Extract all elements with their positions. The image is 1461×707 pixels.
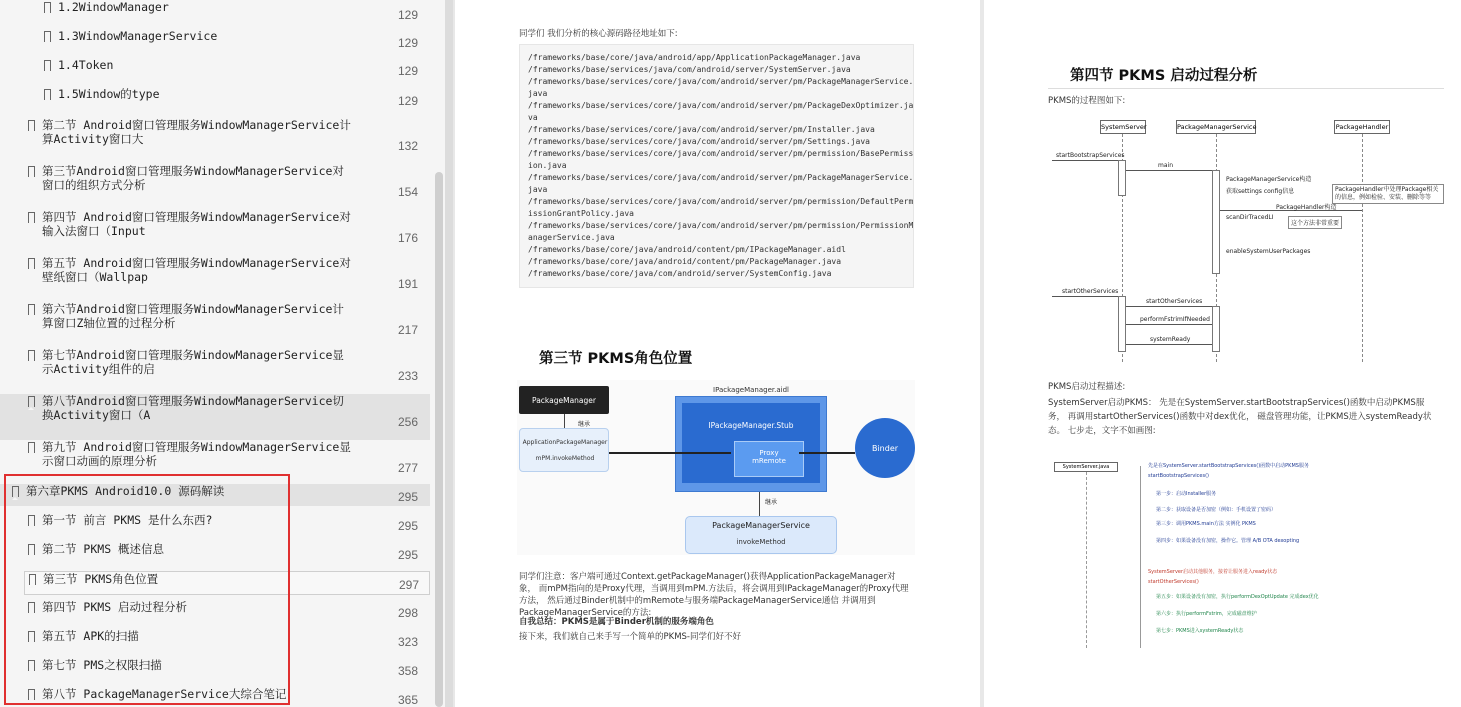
toc-item-page: 191 [398,277,419,291]
flow-ss-box: SystemServer.java [1054,462,1118,472]
msg-other2: startOtherServices [1146,298,1203,305]
toc-item-label: 第二节 PKMS 概述信息 [42,542,165,556]
msg-fstrim: performFstrimIfNeeded [1140,316,1210,323]
bookmark-icon [28,120,35,131]
stub-box [682,403,820,483]
summary-line: 自我总结：PKMS是属于Binder机制的服务端角色 [519,617,714,627]
toc-item[interactable] [0,302,430,342]
toc-item-label: 第二节 Android窗口管理服务WindowManagerService计算Activity窗口大 [42,118,351,146]
toc-item-page: 129 [398,36,419,50]
toc-item-page: 297 [399,578,420,592]
code-line: /frameworks/base/services/core/java/com/android/server/pm/Installer.java [528,125,875,134]
toc-item-page: 176 [398,231,419,245]
activation-1 [1118,160,1126,196]
proxy-box [734,441,804,477]
msg-ready-line [1126,344,1212,345]
toc-item-label: 第三节 PKMS角色位置 [43,572,159,586]
actor-pms: PackageManagerService [1176,120,1256,134]
document-page-2 [984,0,1461,707]
msg-other2-line [1126,306,1212,307]
msg-scan: scanDirTracedLI [1226,214,1274,221]
toc-item[interactable] [0,394,430,440]
toc-item[interactable] [0,164,430,204]
package-manager-box: PackageManager [519,386,609,414]
code-line: /frameworks/base/services/java/com/android/server/SystemServer.java [528,65,851,74]
highlight-annotation-box [4,474,290,705]
document-page-1 [455,0,980,707]
toc-item-label: 第六节Android窗口管理服务WindowManagerService计算窗口Z轴位置的过程分析 [42,302,344,330]
stub-label: IPackageManager.Stub [708,421,794,430]
desc-text: SystemServer启动PKMS： 先是在SystemServer.startBootstrapServices()函数中启动PKMS服务， 再调用startOtherServices()函数中对dex优化， 磁盘管理功能，让PKMS进入systemReady状态。 七步走，文字不如画图: [1048,398,1432,436]
bookmark-icon [28,350,35,361]
toc-item[interactable] [0,210,430,250]
aidl-container [675,396,827,492]
activation-2 [1212,170,1220,274]
toc-sidebar [0,0,445,707]
flow-line: startOtherServices() [1148,579,1199,586]
pkms-role-diagram [517,380,915,555]
toc-item-label: 第三节Android窗口管理服务WindowManagerService对窗口的组织方式分析 [42,164,344,192]
toc-item[interactable] [0,256,430,296]
section-title-3: 第三节 PKMS角色位置 [539,351,693,367]
binder-circle: Binder [855,418,915,478]
toc-item-label: 1.2WindowManager [58,0,169,14]
code-line: /frameworks/base/services/core/java/com/android/server/pm/permission/DefaultPerm [528,197,914,206]
toc-item-label: 第五节 Android窗口管理服务WindowManagerService对壁纸窗口（Wallpap [42,256,351,284]
bookmark-icon [28,166,35,177]
code-line: /frameworks/base/services/core/java/com/android/server/pm/PackageDexOptimizer.ja [528,101,914,110]
flow-line: 第六步：执行performFstrim，完成磁盘维护 [1156,611,1257,617]
code-line: /frameworks/base/services/core/java/com/android/server/pm/PackageManagerService. [528,173,914,182]
next-line: 接下来，我们就自己来手写一个简单的PKMS-同学们好不好 [519,632,741,642]
proxy-binder-arrow [799,452,855,454]
sequence-diagram [1048,116,1448,366]
toc-item-label: 第四节 Android窗口管理服务WindowManagerService对输入法窗口（Input [42,210,351,238]
toc-item[interactable] [0,0,430,22]
page-gutter [445,0,453,707]
inherit-line-2 [759,492,760,516]
flow-line: startBootstrapServices() [1148,472,1209,479]
code-line: issionGrantPolicy.java [528,209,634,218]
process-intro: PKMS的过程图如下: [1048,96,1126,106]
toc-item-label: 第七节 PMS之权限扫描 [42,658,162,672]
bookmark-icon [44,89,51,100]
toc-item-page: 233 [398,369,419,383]
toc-item-page: 256 [398,415,419,429]
msg-main-line [1126,170,1212,171]
code-line: /frameworks/base/core/java/android/app/ApplicationPackageManager.java [528,53,861,62]
toc-item-label: 1.5Window的type [58,87,160,101]
invoke-label: invokeMethod [736,538,786,546]
flow-line: 第七步：PKMS进入systemReady状态 [1156,627,1244,634]
code-line: ion.java [528,161,567,170]
actor-systemserver: SystemServer [1100,120,1146,134]
toc-item-label: 第一节 前言 PKMS 是什么东西? [42,513,213,527]
code-line: /frameworks/base/core/java/android/content/pm/IPackageManager.aidl [528,245,846,254]
toc-item-label: 第四节 PKMS 启动过程分析 [42,600,188,614]
inherit-label-2: 继承 [764,498,777,506]
code-line: java [528,185,548,194]
section-title-4: 第四节 PKMS 启动过程分析 [1070,68,1258,84]
toc-item-page: 217 [398,323,419,337]
code-line: /frameworks/base/services/core/java/com/android/server/pm/permission/BasePermiss [528,149,914,158]
mremote-label: mRemote [752,457,786,465]
toc-item[interactable] [0,118,430,158]
msg-bootstrap: startBootstrapServices [1056,152,1125,159]
role-paragraph: 同学们注意：客户端可通过Context.getPackageManager()获得ApplicationPackageManager对象， 而mPM指向的是Proxy代理，当调用到mPM.方法后，将会调用到IPackageManager的Proxy代理方法， 然后通过Binder机制中的mRemote与服务端PackageManagerService通信 并调用到PackageManagerService的方法: [519,572,909,618]
bookmark-icon [44,60,51,71]
toc-item[interactable] [0,87,430,108]
flow-line: 第二步：获取设备是否加密（例如：手机设置了密码） [1156,507,1277,514]
toc-item-label: 第五节 APK的扫描 [42,629,139,643]
toc-item-page: 295 [398,519,419,533]
msg-ready: systemReady [1150,336,1191,343]
toc-item-label: 第九节 Android窗口管理服务WindowManagerService显示窗口动画的原理分析 [42,440,351,468]
toc-item-page: 295 [398,548,419,562]
msg-enable-user: enableSystemUserPackages [1226,248,1311,255]
lifeline-ph [1362,134,1363,362]
bookmark-icon [44,2,51,13]
app-pm-box [519,428,609,472]
code-line: /frameworks/base/services/core/java/com/android/server/pm/permission/PermissionM [528,221,914,230]
msg-ph-construct: PackageHandler构造 [1276,204,1337,211]
toc-item-page: 323 [398,635,419,649]
toc-item-page: 277 [398,461,419,475]
toc-item-page: 129 [398,94,419,108]
code-intro: 同学们 我们分析的核心源码路径地址如下: [519,29,678,39]
msg-pms-construct: PackageManagerService构造 [1226,176,1312,183]
bookmark-icon [28,304,35,315]
code-line: /frameworks/base/services/core/java/com/android/server/pm/PackageManagerService. [528,77,914,86]
toc-item-page: 129 [398,64,419,78]
toc-item-label: 第六章PKMS Android10.0 源码解读 [26,484,225,498]
toc-item-page: 132 [398,139,419,153]
toc-item[interactable] [0,348,430,388]
code-line: va [528,113,538,122]
flow-line: 第五步：如果设备没有加密，执行performDexOptUpdate 完成dex优化 [1156,594,1319,601]
inherit-label: 继承 [577,420,590,428]
toc-item-label: 第七节Android窗口管理服务WindowManagerService显示Activity组件的启 [42,348,344,376]
toc-item-page: 298 [398,606,419,620]
toc-item-page: 154 [398,185,419,199]
flow-lifeline-2 [1140,466,1141,648]
bookmark-icon [28,258,35,269]
title-rule [1048,88,1444,89]
ph-note: PackageHandler中处理Package相关的信息，例如检验、安装、删除等等 [1332,184,1444,204]
code-line: java [528,89,548,98]
toc-item-label: 第八节Android窗口管理服务WindowManagerService切换Activity窗口（A [42,394,344,422]
msg-other: startOtherServices [1062,288,1119,295]
mpm-label: mPM.invokeMethod [535,455,595,462]
flow-line: SystemServer启动其他服务，接着让服务进入ready状态 [1148,569,1278,575]
flow-lifeline-1 [1086,472,1087,648]
msg-settings: 获取settings config信息 [1226,188,1295,195]
mpm-proxy-arrow [609,452,731,454]
toc-item-label: 第八节 PackageManagerService大综合笔记 [42,687,287,701]
desc-title: PKMS启动过程描述: [1048,382,1126,392]
msg-other-line [1052,296,1118,297]
msg-important-note: 这个方法非常重要 [1288,216,1342,229]
bookmark-icon [28,396,35,407]
proxy-label: Proxy [759,449,779,457]
bookmark-icon [28,442,35,453]
pms-label: PackageManagerService [712,521,810,530]
flow-line: 先是在SystemServer.startBootstrapServices()函数中启动PKMS服务 [1148,462,1309,469]
bookmark-icon [44,31,51,42]
aidl-label: IPackageManager.aidl [713,386,789,394]
seven-steps-flow [1052,456,1434,650]
inherit-line [564,414,565,428]
flow-line: 第三步：调用PKMS.main方法 实例化 PKMS [1156,521,1256,528]
toc-item-page: 295 [398,490,419,504]
flow-line: 第四步：如果设备没有加密，操作它。管理 A/B OTA dexopting [1156,538,1300,545]
activation-3 [1118,296,1126,352]
pms-box [685,516,837,554]
toc-item-label: 1.4Token [58,58,114,72]
toc-item-page: 358 [398,664,419,678]
activation-4 [1212,306,1220,352]
toc-item-page: 129 [398,8,419,22]
toc-item-label: 1.3WindowManagerService [58,29,218,43]
code-line: /frameworks/base/core/java/com/android/server/SystemConfig.java [528,269,832,278]
code-line: /frameworks/base/services/core/java/com/android/server/pm/Settings.java [528,137,870,146]
app-pm-label: ApplicationPackageManager [522,439,608,446]
actor-packagehandler: PackageHandler [1334,120,1390,134]
toc-scrollbar[interactable] [435,172,443,707]
msg-bootstrap-line [1052,160,1118,161]
toc-item[interactable] [0,29,430,50]
flow-line: 第一步：启动Installer服务 [1156,490,1217,497]
code-line: /frameworks/base/core/java/android/content/pm/PackageManager.java [528,257,842,266]
code-block [519,44,914,288]
bookmark-icon [28,212,35,223]
toc-item-page: 365 [398,693,419,707]
msg-fstrim-line [1126,324,1212,325]
toc-item[interactable] [0,58,430,78]
code-line: anagerService.java [528,233,615,242]
msg-main: main [1158,162,1173,169]
